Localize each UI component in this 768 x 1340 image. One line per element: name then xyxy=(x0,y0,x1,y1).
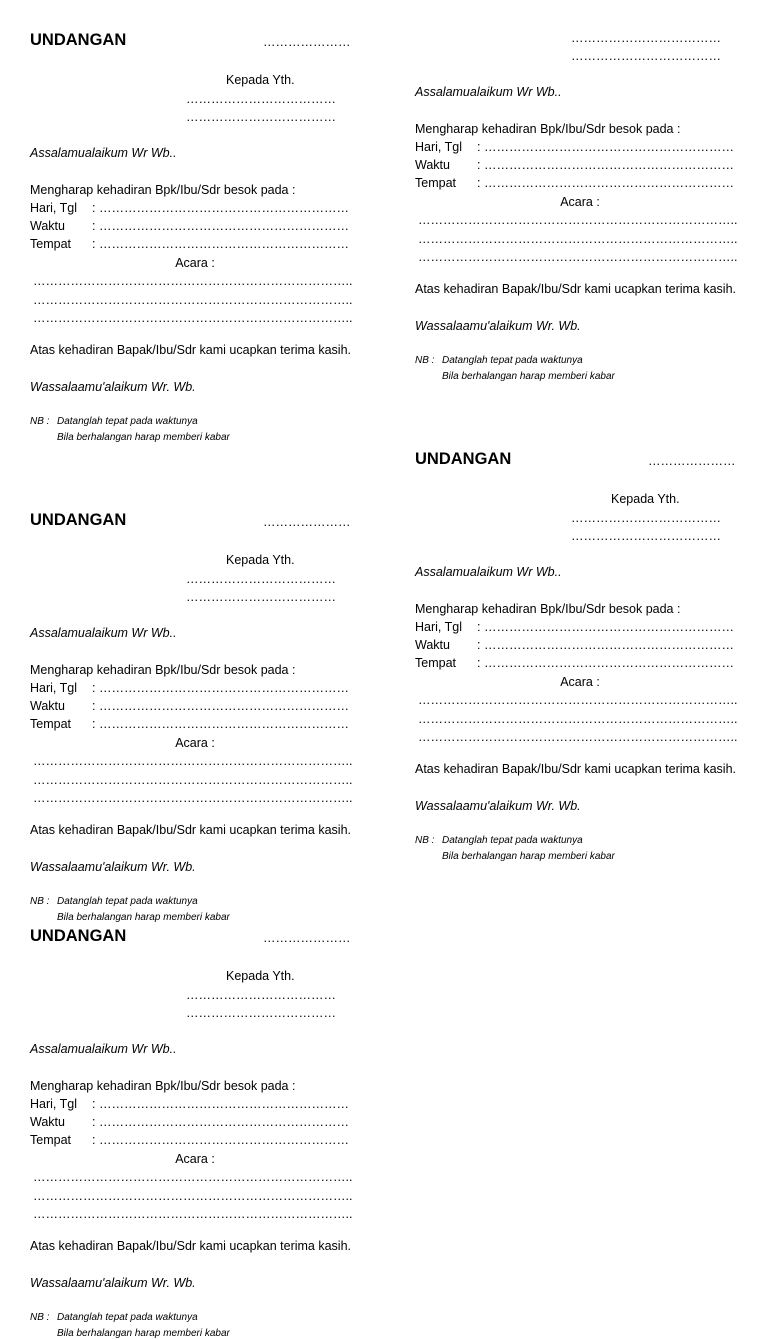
invitation-card xyxy=(415,449,745,869)
acara-line: ………………………………………………………………….. xyxy=(33,311,353,325)
thanks-text: Atas kehadiran Bapak/Ibu/Sdr kami ucapkan terima kasih. xyxy=(415,282,737,296)
nb-text: Datanglah tepat pada waktunya xyxy=(442,835,583,846)
acara-line: ………………………………………………………………….. xyxy=(33,791,353,805)
field-value: : …………………………………………………… xyxy=(477,638,734,652)
nb-prefix: NB : xyxy=(30,416,50,427)
field-waktu xyxy=(30,699,349,714)
field-value: : …………………………………………………… xyxy=(477,656,734,670)
field-hari xyxy=(415,620,734,635)
request-text: Mengharap kehadiran Bpk/Ibu/Sdr besok pada : xyxy=(30,663,296,677)
request-text: Mengharap kehadiran Bpk/Ibu/Sdr besok pada : xyxy=(415,602,681,616)
greeting: Assalamualaikum Wr Wb.. xyxy=(30,146,177,160)
greeting: Assalamualaikum Wr Wb.. xyxy=(415,85,562,99)
field-label: Tempat xyxy=(30,717,71,731)
number-dots: ………………… xyxy=(263,515,351,529)
nb-line2: Bila berhalangan harap memberi kabar xyxy=(442,851,615,862)
acara-line: ………………………………………………………………….. xyxy=(33,293,353,307)
field-hari xyxy=(30,681,349,696)
greeting: Assalamualaikum Wr Wb.. xyxy=(30,626,177,640)
acara-line: ………………………………………………………………….. xyxy=(33,1189,353,1203)
nb-line1 xyxy=(30,416,198,428)
number-dots: ………………… xyxy=(263,35,351,49)
nb-prefix: NB : xyxy=(415,355,435,366)
field-value: : …………………………………………………… xyxy=(92,1097,349,1111)
invitation-card xyxy=(415,30,745,390)
acara-label: Acara : xyxy=(175,1152,215,1166)
closing-text: Wassalaamu'alaikum Wr. Wb. xyxy=(415,799,581,813)
closing-text: Wassalaamu'alaikum Wr. Wb. xyxy=(30,380,196,394)
address-line: ……………………………… xyxy=(186,572,336,586)
nb-text: Datanglah tepat pada waktunya xyxy=(57,416,198,427)
address-line: ……………………………… xyxy=(571,31,721,45)
field-label: Tempat xyxy=(415,656,456,670)
nb-line1 xyxy=(415,355,583,367)
field-label: Waktu xyxy=(415,638,450,652)
nb-prefix: NB : xyxy=(30,896,50,907)
field-label: Tempat xyxy=(30,237,71,251)
invitation-card xyxy=(30,926,360,1339)
address-line: ……………………………… xyxy=(571,49,721,63)
number-dots: ………………… xyxy=(648,454,736,468)
field-value: : …………………………………………………… xyxy=(92,1115,349,1129)
field-label: Hari, Tgl xyxy=(415,620,463,634)
field-label: Waktu xyxy=(30,699,65,713)
field-tempat xyxy=(415,176,734,191)
field-value: : …………………………………………………… xyxy=(477,620,734,634)
request-text: Mengharap kehadiran Bpk/Ibu/Sdr besok pada : xyxy=(30,183,296,197)
field-hari xyxy=(30,1097,349,1112)
field-waktu xyxy=(30,219,349,234)
address-line: ……………………………… xyxy=(571,529,721,543)
acara-line: ………………………………………………………………….. xyxy=(418,250,738,264)
field-value: : …………………………………………………… xyxy=(477,140,734,154)
field-label: Hari, Tgl xyxy=(30,201,78,215)
address-line: ……………………………… xyxy=(571,511,721,525)
acara-label: Acara : xyxy=(175,256,215,270)
field-waktu xyxy=(30,1115,349,1130)
field-value: : …………………………………………………… xyxy=(92,717,349,731)
field-value: : …………………………………………………… xyxy=(92,699,349,713)
address-line: ……………………………… xyxy=(186,110,336,124)
thanks-text: Atas kehadiran Bapak/Ibu/Sdr kami ucapkan terima kasih. xyxy=(30,823,352,837)
invitation-title: UNDANGAN xyxy=(30,511,127,529)
field-tempat xyxy=(30,1133,349,1148)
acara-line: ………………………………………………………………….. xyxy=(33,1170,353,1184)
invitation-title: UNDANGAN xyxy=(30,927,127,945)
field-tempat xyxy=(415,656,734,671)
field-tempat xyxy=(30,237,349,252)
closing-text: Wassalaamu'alaikum Wr. Wb. xyxy=(30,1276,196,1290)
address-line: ……………………………… xyxy=(186,92,336,106)
field-tempat xyxy=(30,717,349,732)
acara-line: ………………………………………………………………….. xyxy=(33,773,353,787)
acara-label: Acara : xyxy=(175,736,215,750)
acara-line: ………………………………………………………………….. xyxy=(418,693,738,707)
acara-label: Acara : xyxy=(560,195,600,209)
nb-prefix: NB : xyxy=(415,835,435,846)
thanks-text: Atas kehadiran Bapak/Ibu/Sdr kami ucapkan terima kasih. xyxy=(415,762,737,776)
closing-text: Wassalaamu'alaikum Wr. Wb. xyxy=(415,319,581,333)
acara-line: ………………………………………………………………….. xyxy=(33,274,353,288)
kepada-label: Kepada Yth. xyxy=(226,553,295,567)
nb-text: Datanglah tepat pada waktunya xyxy=(57,896,198,907)
request-text: Mengharap kehadiran Bpk/Ibu/Sdr besok pada : xyxy=(30,1079,296,1093)
nb-line2: Bila berhalangan harap memberi kabar xyxy=(442,371,615,382)
thanks-text: Atas kehadiran Bapak/Ibu/Sdr kami ucapkan terima kasih. xyxy=(30,1239,352,1253)
field-label: Hari, Tgl xyxy=(30,681,78,695)
field-hari xyxy=(415,140,734,155)
nb-line2: Bila berhalangan harap memberi kabar xyxy=(57,1328,230,1339)
invitation-title: UNDANGAN xyxy=(30,31,127,49)
field-value: : …………………………………………………… xyxy=(92,681,349,695)
field-label: Hari, Tgl xyxy=(30,1097,78,1111)
address-line: ……………………………… xyxy=(186,988,336,1002)
greeting: Assalamualaikum Wr Wb.. xyxy=(415,565,562,579)
field-label: Waktu xyxy=(415,158,450,172)
address-line: ……………………………… xyxy=(186,1006,336,1020)
request-text: Mengharap kehadiran Bpk/Ibu/Sdr besok pada : xyxy=(415,122,681,136)
field-value: : …………………………………………………… xyxy=(92,237,349,251)
acara-line: ………………………………………………………………….. xyxy=(418,730,738,744)
field-value: : …………………………………………………… xyxy=(92,219,349,233)
field-value: : …………………………………………………… xyxy=(477,176,734,190)
acara-line: ………………………………………………………………….. xyxy=(418,712,738,726)
number-dots: ………………… xyxy=(263,931,351,945)
address-line: ……………………………… xyxy=(186,590,336,604)
invitation-title: UNDANGAN xyxy=(415,450,512,468)
nb-text: Datanglah tepat pada waktunya xyxy=(57,1312,198,1323)
nb-text: Datanglah tepat pada waktunya xyxy=(442,355,583,366)
kepada-label: Kepada Yth. xyxy=(611,492,680,506)
acara-line: ………………………………………………………………….. xyxy=(33,754,353,768)
field-label: Waktu xyxy=(30,1115,65,1129)
nb-line2: Bila berhalangan harap memberi kabar xyxy=(57,432,230,443)
thanks-text: Atas kehadiran Bapak/Ibu/Sdr kami ucapkan terima kasih. xyxy=(30,343,352,357)
field-value: : …………………………………………………… xyxy=(92,201,349,215)
acara-label: Acara : xyxy=(560,675,600,689)
acara-line: ………………………………………………………………….. xyxy=(33,1207,353,1221)
acara-line: ………………………………………………………………….. xyxy=(418,232,738,246)
field-label: Tempat xyxy=(415,176,456,190)
acara-line: ………………………………………………………………….. xyxy=(418,213,738,227)
field-waktu xyxy=(415,638,734,653)
field-label: Waktu xyxy=(30,219,65,233)
kepada-label: Kepada Yth. xyxy=(226,969,295,983)
kepada-label: Kepada Yth. xyxy=(226,73,295,87)
greeting: Assalamualaikum Wr Wb.. xyxy=(30,1042,177,1056)
invitation-card xyxy=(30,30,360,450)
nb-line1 xyxy=(30,1312,198,1324)
field-waktu xyxy=(415,158,734,173)
nb-line1 xyxy=(415,835,583,847)
closing-text: Wassalaamu'alaikum Wr. Wb. xyxy=(30,860,196,874)
nb-prefix: NB : xyxy=(30,1312,50,1323)
nb-line2: Bila berhalangan harap memberi kabar xyxy=(57,912,230,923)
field-hari xyxy=(30,201,349,216)
field-value: : …………………………………………………… xyxy=(92,1133,349,1147)
invitation-card xyxy=(30,510,360,930)
field-label: Tempat xyxy=(30,1133,71,1147)
field-label: Hari, Tgl xyxy=(415,140,463,154)
field-value: : …………………………………………………… xyxy=(477,158,734,172)
nb-line1 xyxy=(30,896,198,908)
